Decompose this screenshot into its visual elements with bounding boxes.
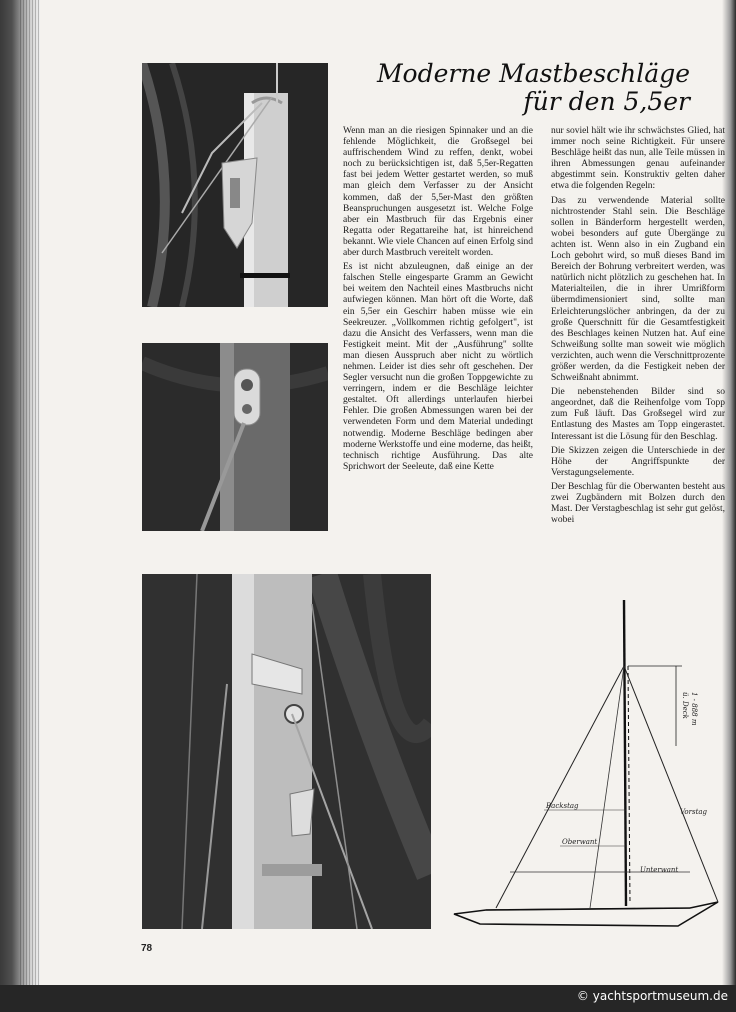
mast-line <box>624 600 626 906</box>
label-unterwant: Unterwant <box>640 866 679 874</box>
paragraph: Wenn man an die riesigen Spinnaker und an die fehlende Möglichkeit, die Großsegel bei auffrischendem Wind zu reffen, denkt, wobei noch zu berücksichtigen ist, daß 5,5er-Regatten fast bei jedem Wetter gestartet werden, so muß man gleich dem Verfasser zu der Ansicht kommen, daß der 5,5er-Mast den größten Beanspruchungen ausgesetzt ist. Welche Folge aber ein Mastbruch für das Ergebnis einer Regatta oder Regattareihe hat, ist hinreichend bekannt. Wie viele Chancen auf einen Erfolg sind aber durch Mastbruch vereitelt worden. <box>343 126 533 259</box>
watermark: © yachtsportmuseum.de <box>576 989 728 1003</box>
paragraph: Die Skizzen zeigen die Unterschiede in der Höhe der Angriffspunkte der Verstagungselemente. <box>551 445 725 478</box>
page-edges <box>20 0 42 985</box>
paragraph: Es ist nicht abzuleugnen, daß einige an der falschen Stelle eingesparte Gramm an Gewicht bei weitem den Nachteil eines Mastbruchs nicht aufwiegen können. Man hört oft die Worte, daß ein 5,5er ein Geschirr haben müsse wie ein Seekreuzer. „Vollkommen richtig gefolgert", ist dazu die Ansicht des Verfassers, wenn man die Festigkeit meint. Mit der „Ausführung" sollte man diesen Ausspruch aber nicht zu wörtlich nehmen. Leider ist dies sehr oft geschehen. Der Segler versucht nun die großen Toppgewichte zu verringern, indem er die Beschläge leichter gestaltet. Oft allerdings unterlaufen hierbei Fehler. Die großen Abmessungen waren bei der verwendeten Form und dem Material undedingt notwendig. Moderne Beschläge bedingen aber moderne Werkstoffe und eine moderne, das heißt, technisch richtige Ausführung. Das alte Sprichwort der Seeleute, daß eine Kette <box>343 262 533 472</box>
text-column-1 <box>343 126 533 476</box>
paragraph: nur soviel hält wie ihr schwächstes Glied, hat immer noch seine Richtigkeit. Für unsere Beschläge heißt das nun, alle Teile müssen in ihren Abmessungen genau aufeinander abgestimmt sein. Konstruktiv gelten daher etwa die folgenden Regeln: <box>551 126 725 192</box>
mast-dashed <box>628 666 630 904</box>
label-backstag: Backstag <box>546 802 579 810</box>
dimension-label: 1 - 888 m <box>690 692 698 726</box>
title-line-1: Moderne Mastbeschläge <box>376 59 690 88</box>
page-number: 78 <box>141 943 153 954</box>
photo-lower-fittings <box>142 574 431 929</box>
paragraph: Die nebenstehenden Bilder sind so angeordnet, daß die Reihenfolge vom Topp zum Fuß läuft. Das Großsegel wird zur Entlastung des Mastes am Topp eingerastet. Interessant ist die Lösung für den Beschlag. <box>551 387 725 442</box>
text-column-2 <box>551 126 725 529</box>
photo-masthead-fitting <box>142 63 328 307</box>
rigging-sketch <box>450 596 730 936</box>
label-oberwant: Oberwant <box>562 838 598 846</box>
paragraph: Das zu verwendende Material sollte nichtrostender Stahl sein. Die Beschläge sollen in Bänderform hergestellt werden, wobei besonders auf gute Übergänge zu achten ist. Wenn also in ein Zugband ein Loch gebohrt wird, so muß dieses Band im Bereich der Bohrung verbreitert werden, was natürlich nicht plötzlich zu geschehen hat. In Materialteilen, die in ihrer Umrißform übermdimensioniert sind, sollte man Erleichterungslöcher anbringen, da der zu große Querschnitt für die Gesamtfestigkeit des Beschlages keinen Nutzen hat. Auf eine Schweißung sollte man soweit wie möglich verzichten, auch wenn die Verschnittprozente größer werden, da die Festigkeit neben der Schweißnaht abnimmt. <box>551 195 725 384</box>
paragraph: Der Beschlag für die Oberwanten besteht aus zwei Zugbändern mit Bolzen durch den Mast. Der Verstagbeschlag ist sehr gut gelöst, wobei <box>551 481 725 526</box>
article-title <box>360 60 690 116</box>
label-vorstag: Vorstag <box>680 808 708 816</box>
title-line-2: für den 5,5er <box>523 87 690 116</box>
hull-outline <box>454 902 718 926</box>
dimension-sub-label: ü. Deck <box>681 692 689 719</box>
photo-shroud-fitting <box>142 343 328 531</box>
